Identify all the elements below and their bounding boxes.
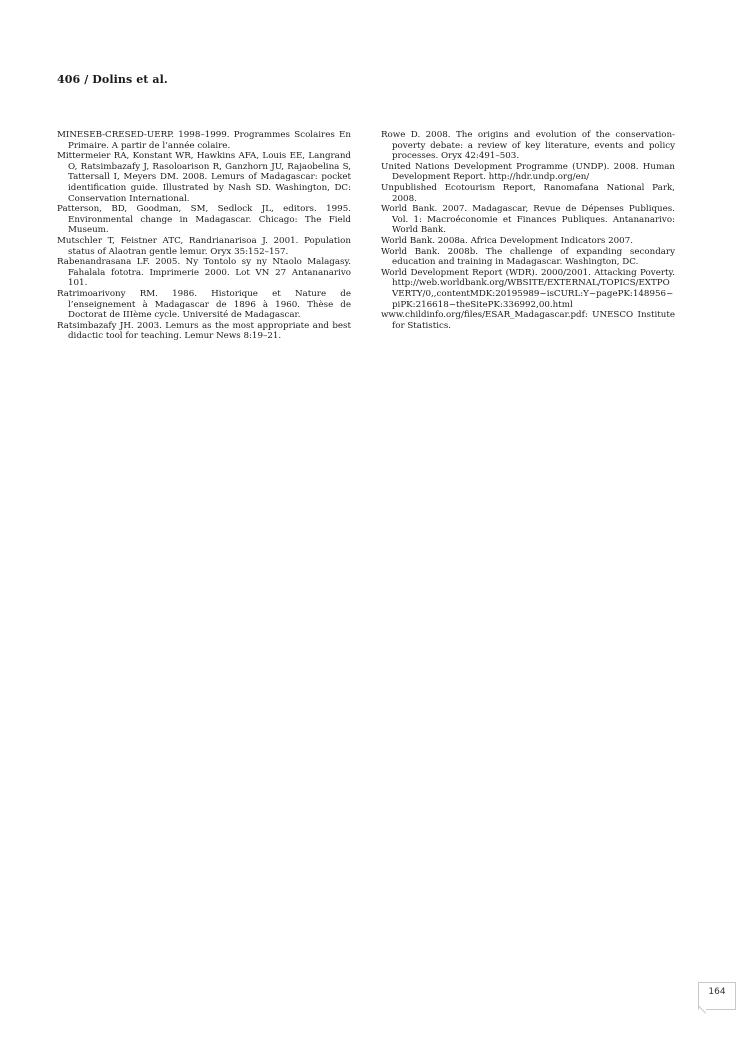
reference-entry: World Bank. 2008a. Africa Development Indicators 2007. xyxy=(381,235,633,246)
reference-entry: Rowe D. 2008. The origins and evolution of the conservation-poverty debate: a review of key literature, events and policy processes. Oryx 42:491–503. xyxy=(381,130,675,162)
page-number-box xyxy=(698,982,736,1010)
reference-entry: MINESEB-CRESED-UERP. 1998–1999. Programmes Scolaires En Primaire. A partir de l’année colaire. xyxy=(57,130,351,151)
page-number: 164 xyxy=(708,987,726,997)
reference-entry: Patterson, BD, Goodman, SM, Sedlock JL, editors. 1995. Environmental change in Madagascar. Chicago: The Field Museum. xyxy=(57,204,351,236)
reference-entry: United Nations Development Programme (UNDP). 2008. Human Development Report. http://hdr.undp.org/en/ xyxy=(381,161,675,183)
reference-entry: World Bank. 2007. Madagascar, Revue de Dépenses Publiques. Vol. 1: Macroéconomie et Finances Publiques. Antananarivo: World Bank. xyxy=(381,204,675,236)
reference-entry: World Bank. 2008b. The challenge of expanding secondary education and training in Madagascar. Washington, DC. xyxy=(381,246,675,268)
reference-entry: Ratsimbazafy JH. 2003. Lemurs as the most appropriate and best didactic tool for teaching. Lemur News 8:19–21. xyxy=(57,320,351,342)
references-column-left xyxy=(57,130,351,342)
reference-entry: Unpublished Ecotourism Report, Ranomafana National Park, 2008. xyxy=(381,182,675,204)
reference-entry: Ratrimoarivony RM. 1986. Historique et Nature de l’enseignement à Madagascar de 1896 à 1960. Thèse de Doctorat de IIIème cycle. Université de Madagascar. xyxy=(57,288,351,321)
reference-entry: Mutschler T, Feistner ATC, Randrianarisoa J. 2001. Population status of Alaotran gentle lemur. Oryx 35:152–157. xyxy=(57,235,351,257)
references-column-right xyxy=(381,130,675,331)
reference-entry: Rabenandrasana LF. 2005. Ny Tontolo sy ny Ntaolo Malagasy. Fahalala fototra. Imprimerie 2000. Lot VN 27 Antananarivo 101. xyxy=(57,257,351,289)
reference-entry: www.childinfo.org/files/ESAR_Madagascar.pdf: UNESCO Institute for Statistics. xyxy=(381,310,675,331)
reference-entry: Mittermeier RA, Konstant WR, Hawkins AFA, Louis EE, Langrand O, Ratsimbazafy J, Rasoloarison R, Ganzhorn JU, Rajaobelina S, Tattersall I, Meyers DM. 2008. Lemurs of Madagascar: pocket identification guide. Illustrated by Nash SD. Washington, DC: Conservation International. xyxy=(57,151,351,204)
running-head: 406 / Dolins et al. xyxy=(57,73,168,86)
reference-entry: World Development Report (WDR). 2000/2001. Attacking Poverty. http://web.worldbank.org/WBSITE/EXTERNAL/TOPICS/EXTPOVERTY/0,,contentMDK:20195989~isCURL:Y~pagePK:148956~piPK:216618~theSitePK:336992,00.html xyxy=(381,267,675,310)
